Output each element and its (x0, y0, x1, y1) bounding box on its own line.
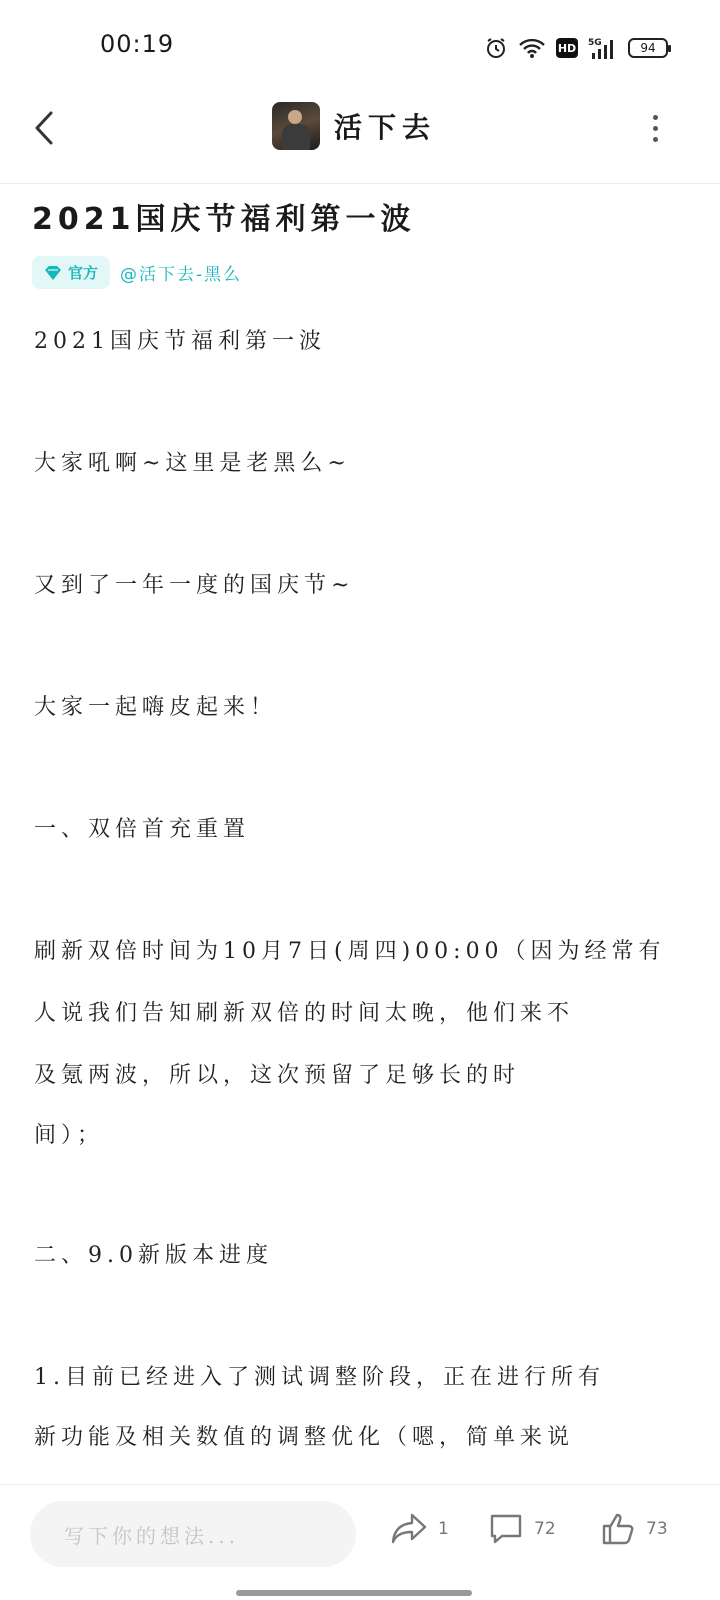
thumbs-up-icon (600, 1511, 636, 1547)
alarm-icon (484, 36, 508, 60)
author-link[interactable]: @活下去-黑么 (120, 265, 243, 285)
cellular-signal-icon (588, 36, 618, 60)
svg-text:5G: 5G (588, 38, 602, 48)
body-line: 人说我们告知刷新双倍的时间太晚，他们来不 (34, 1001, 575, 1026)
official-badge-label: 官方 (68, 264, 99, 282)
chevron-left-icon (33, 110, 55, 146)
bottom-bar (0, 1484, 720, 1600)
app-title: 活下去 (334, 111, 437, 144)
comment-button[interactable] (488, 1511, 556, 1547)
body-line: 二、9.0新版本进度 (34, 1243, 273, 1268)
wifi-icon (518, 37, 546, 59)
like-button[interactable] (600, 1511, 668, 1547)
like-count: 73 (646, 1519, 668, 1539)
post-title: 2021国庆节福利第一波 (32, 202, 416, 237)
official-badge (32, 256, 110, 289)
hd-icon: HD (556, 38, 578, 58)
battery-icon (628, 38, 668, 58)
body-line: 一、双倍首充重置 (34, 817, 251, 842)
more-dot (653, 137, 658, 142)
share-count: 1 (438, 1519, 449, 1539)
body-line: 刷新双倍时间为10月7日(周四)00:00（因为经常有 (34, 939, 666, 964)
body-line: 1.目前已经进入了测试调整阶段，正在进行所有 (34, 1365, 605, 1390)
comment-count: 72 (534, 1519, 556, 1539)
status-time: 00:19 (100, 30, 175, 58)
body-line: 间）； (34, 1123, 105, 1148)
nav-bar (0, 92, 720, 184)
body-line: 大家一起嗨皮起来！ (34, 695, 278, 720)
more-options-button[interactable] (640, 106, 670, 150)
body-line: 及氪两波，所以，这次预留了足够长的时 (34, 1063, 521, 1088)
body-line: 2021国庆节福利第一波 (34, 329, 326, 354)
author-row (32, 256, 242, 289)
home-indicator[interactable] (236, 1590, 472, 1596)
article (0, 184, 720, 1484)
comment-input[interactable]: 写下你的想法... (30, 1501, 356, 1567)
battery-level: 94 (640, 41, 656, 55)
more-dot (653, 115, 658, 120)
share-icon (390, 1511, 428, 1547)
more-dot (653, 126, 658, 131)
body-line: 大家吼啊~这里是老黑么~ (34, 451, 351, 476)
app-avatar[interactable] (272, 102, 320, 150)
status-bar (0, 0, 720, 90)
comment-icon (488, 1511, 524, 1547)
body-line: 新功能及相关数值的调整优化（嗯，简单来说 (34, 1425, 575, 1450)
share-button[interactable] (390, 1511, 449, 1547)
diamond-icon (44, 265, 62, 281)
back-button[interactable] (22, 106, 66, 150)
status-icons (484, 34, 668, 62)
body-line: 又到了一年一度的国庆节~ (34, 573, 355, 598)
app-header[interactable] (272, 102, 436, 150)
